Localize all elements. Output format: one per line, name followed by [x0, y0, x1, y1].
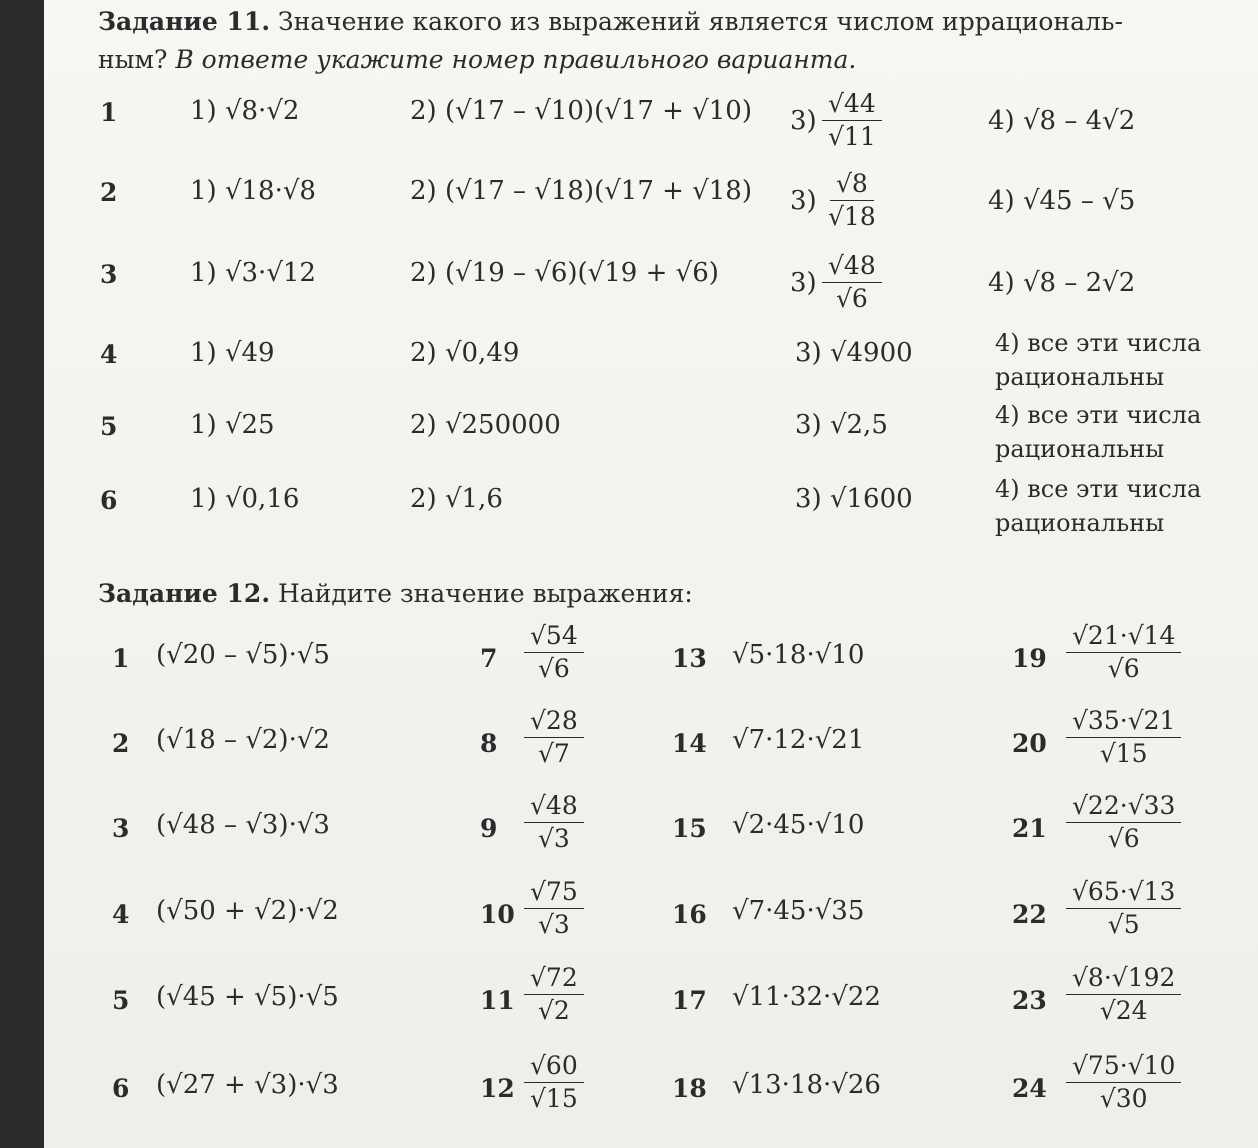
- task11-option-1: 1) √25: [190, 410, 275, 440]
- task11-instruction: В ответе укажите номер правильного варианта.: [175, 45, 857, 74]
- fraction-numerator: √22·√33: [1066, 790, 1181, 823]
- task12-fraction: [524, 962, 584, 1027]
- fraction-numerator: √72: [524, 962, 584, 995]
- task12-expression: (√20 – √5)·√5: [156, 640, 330, 670]
- task12-expression: √2·45·√10: [732, 810, 865, 840]
- task12-expression: √13·18·√26: [732, 1070, 881, 1100]
- fraction-denominator: √11: [828, 122, 876, 151]
- task11-option-1: 1) √3·√12: [190, 258, 316, 288]
- fraction-denominator: √6: [1107, 654, 1140, 683]
- fraction-numerator: √48: [822, 250, 882, 283]
- task12-item-number: 10: [480, 900, 515, 929]
- task12-expression: √5·18·√10: [732, 640, 865, 670]
- task11-option-2: 2) (√17 – √10)(√17 + √10): [410, 96, 752, 126]
- fraction-numerator: √28: [524, 705, 584, 738]
- task12-expression: √7·45·√35: [732, 896, 865, 926]
- task11-option-3-fraction: [822, 168, 882, 233]
- fraction-denominator: √5: [1107, 910, 1140, 939]
- task12-item-number: 20: [1012, 729, 1047, 758]
- task12-fraction: [524, 876, 584, 941]
- fraction-numerator: √48: [524, 790, 584, 823]
- task12-expression: (√18 – √2)·√2: [156, 725, 330, 755]
- task12-item-number: 7: [480, 644, 498, 673]
- fraction-denominator: √6: [835, 284, 868, 313]
- task11-option-3-label: 3): [790, 106, 817, 136]
- task12-expression: (√50 + √2)·√2: [156, 896, 339, 926]
- task12-fraction: [1066, 876, 1181, 941]
- task12-title: [98, 578, 693, 610]
- fraction-numerator: √8·√192: [1066, 962, 1181, 995]
- fraction-denominator: √24: [1099, 996, 1148, 1025]
- task12-fraction: [524, 790, 584, 855]
- task11-row-number: 3: [100, 260, 118, 289]
- task12-fraction: [1066, 620, 1181, 685]
- task11-title-line2: [98, 44, 856, 76]
- task11-title-line2-text: ным?: [98, 45, 176, 74]
- task12-item-number: 8: [480, 729, 498, 758]
- task11-title-bold: Задание 11.: [98, 7, 271, 36]
- task11-option-2: 2) (√17 – √18)(√17 + √18): [410, 176, 752, 206]
- fraction-numerator: √21·√14: [1066, 620, 1181, 653]
- fraction-denominator: √30: [1099, 1084, 1148, 1113]
- task11-option-2: 2) √0,49: [410, 338, 520, 368]
- task11-option-1: 1) √8·√2: [190, 96, 300, 126]
- task12-item-number: 24: [1012, 1074, 1047, 1103]
- fraction-numerator: √8: [830, 168, 874, 201]
- task11-title-text: Значение какого из выражений является числом иррациональ-: [270, 7, 1123, 36]
- task12-item-number: 1: [112, 644, 130, 673]
- task12-item-number: 16: [672, 900, 707, 929]
- task12-item-number: 18: [672, 1074, 707, 1103]
- task11-title-line1: [98, 6, 1123, 38]
- task12-title-text: Найдите значение выражения:: [270, 579, 693, 608]
- task11-row-number: 4: [100, 340, 118, 369]
- task12-item-number: 6: [112, 1074, 130, 1103]
- task11-option-2: 2) (√19 – √6)(√19 + √6): [410, 258, 719, 288]
- task12-expression: √7·12·√21: [732, 725, 865, 755]
- task12-fraction: [1066, 790, 1181, 855]
- task11-option-2: 2) √1,6: [410, 484, 503, 514]
- fraction-denominator: √3: [537, 824, 570, 853]
- fraction-numerator: √75: [524, 876, 584, 909]
- task12-fraction: [524, 620, 584, 685]
- task12-expression: √11·32·√22: [732, 982, 881, 1012]
- fraction-denominator: √7: [537, 739, 570, 768]
- task12-fraction: [1066, 962, 1181, 1027]
- task12-item-number: 21: [1012, 814, 1047, 843]
- task11-option-1: 1) √49: [190, 338, 275, 368]
- task11-row-number: 6: [100, 486, 118, 515]
- task11-option-3-fraction: [822, 88, 882, 153]
- task11-option-3-label: 3): [790, 186, 817, 216]
- task12-item-number: 3: [112, 814, 130, 843]
- task11-row-number: 1: [100, 98, 118, 127]
- task12-item-number: 9: [480, 814, 498, 843]
- task11-option-4: 4) √8 – 4√2: [988, 106, 1136, 136]
- fraction-denominator: √6: [1107, 824, 1140, 853]
- task11-option-3: 3) √4900: [795, 338, 913, 368]
- fraction-denominator: √2: [537, 996, 570, 1025]
- task11-option-3-fraction: [822, 250, 882, 315]
- task12-expression: (√45 + √5)·√5: [156, 982, 339, 1012]
- task12-expression: (√27 + √3)·√3: [156, 1070, 339, 1100]
- fraction-denominator: √18: [828, 202, 876, 231]
- task11-option-4: 4) √45 – √5: [988, 186, 1136, 216]
- fraction-denominator: √15: [530, 1084, 578, 1113]
- task12-item-number: 17: [672, 986, 707, 1015]
- task11-option-4: 4) все эти числа рациональны: [995, 401, 1202, 463]
- task11-row-number: 2: [100, 178, 118, 207]
- fraction-numerator: √60: [524, 1050, 584, 1083]
- fraction-numerator: √65·√13: [1066, 876, 1181, 909]
- task11-option-4: 4) все эти числа рациональны: [995, 329, 1202, 391]
- task12-expression: (√48 – √3)·√3: [156, 810, 330, 840]
- fraction-denominator: √15: [1099, 739, 1148, 768]
- task12-fraction: [524, 1050, 584, 1115]
- task12-item-number: 23: [1012, 986, 1047, 1015]
- task12-title-bold: Задание 12.: [98, 579, 271, 608]
- task12-item-number: 13: [672, 644, 707, 673]
- task11-option-1: 1) √18·√8: [190, 176, 316, 206]
- task12-item-number: 14: [672, 729, 707, 758]
- task12-fraction: [1066, 1050, 1181, 1115]
- task12-item-number: 5: [112, 986, 130, 1015]
- task11-option-3: 3) √2,5: [795, 410, 888, 440]
- task11-option-2: 2) √250000: [410, 410, 561, 440]
- fraction-denominator: √3: [537, 910, 570, 939]
- task12-item-number: 19: [1012, 644, 1047, 673]
- fraction-numerator: √44: [822, 88, 882, 121]
- task12-fraction: [1066, 705, 1181, 770]
- fraction-numerator: √35·√21: [1066, 705, 1181, 738]
- task12-item-number: 2: [112, 729, 130, 758]
- task11-option-4: 4) √8 – 2√2: [988, 268, 1136, 298]
- task12-fraction: [524, 705, 584, 770]
- task12-item-number: 11: [480, 986, 515, 1015]
- task11-option-3-label: 3): [790, 268, 817, 298]
- task12-item-number: 22: [1012, 900, 1047, 929]
- task12-item-number: 4: [112, 900, 130, 929]
- task12-item-number: 12: [480, 1074, 515, 1103]
- task11-option-4: 4) все эти числа рациональны: [995, 475, 1202, 537]
- fraction-numerator: √54: [524, 620, 584, 653]
- task11-option-3: 3) √1600: [795, 484, 913, 514]
- fraction-denominator: √6: [537, 654, 570, 683]
- task11-option-1: 1) √0,16: [190, 484, 300, 514]
- task11-row-number: 5: [100, 412, 118, 441]
- fraction-numerator: √75·√10: [1066, 1050, 1181, 1083]
- task12-item-number: 15: [672, 814, 707, 843]
